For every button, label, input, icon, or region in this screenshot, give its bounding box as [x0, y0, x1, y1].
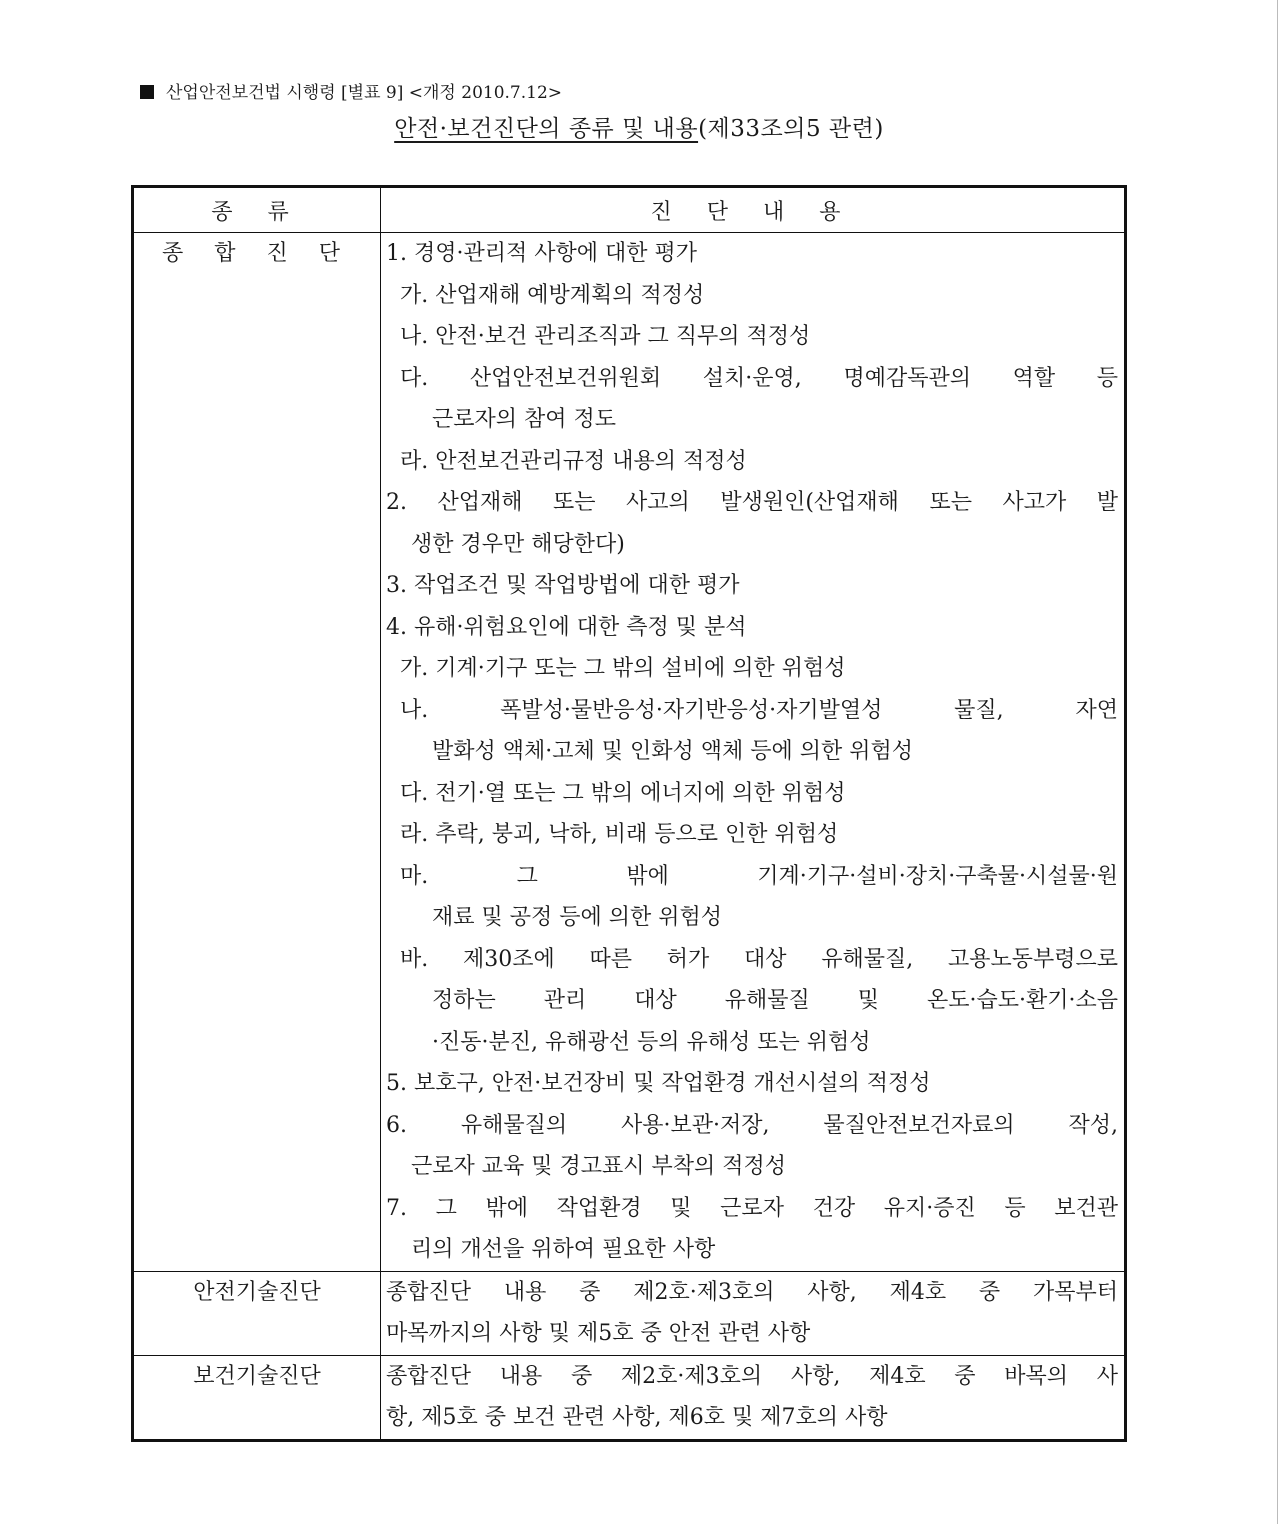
row-kind-safety: 안전기술진단	[133, 1271, 381, 1355]
content-line: 근로자 교육 및 경고표시 부착의 적정성	[411, 1154, 786, 1179]
table-header-row	[133, 187, 1126, 233]
black-square-icon	[140, 85, 154, 99]
row-content-health	[381, 1355, 1126, 1440]
content-line: 재료 및 공정 등에 의한 위험성	[432, 905, 722, 930]
content-line: 2. 산업재해 또는 사고의 발생원인(산업재해 또는 사고가 발	[386, 490, 1118, 515]
content-line: ·진동·분진, 유해광선 등의 유해성 또는 위험성	[432, 1029, 871, 1055]
title-main: 안전·보건진단의 종류 및 내용	[394, 116, 699, 142]
content-line: 3. 작업조건 및 작업방법에 대한 평가	[386, 573, 740, 598]
content-line: 4. 유해·위험요인에 대한 측정 및 분석	[386, 614, 747, 640]
content-line: 항, 제5호 중 보건 관련 사항, 제6호 및 제7호의 사항	[386, 1405, 888, 1430]
content-line: 리의 개선을 위하여 필요한 사항	[411, 1237, 716, 1262]
content-line: 가. 기계·기구 또는 그 밖의 설비에 의한 위험성	[400, 656, 846, 681]
diagnosis-table	[131, 185, 1127, 1442]
row-content-comprehensive	[381, 233, 1126, 1272]
content-line: 다. 전기·열 또는 그 밖의 에너지에 의한 위험성	[400, 780, 846, 806]
column-header-kind: 종 류	[133, 187, 381, 233]
content-line: 7. 그 밖에 작업환경 및 근로자 건강 유지·증진 등 보건관	[386, 1195, 1118, 1221]
content-line: 종합진단 내용 중 제2호·제3호의 사항, 제4호 중 바목의 사	[386, 1363, 1118, 1389]
content-line: 발화성 액체·고체 및 인화성 액체 등에 의한 위험성	[432, 739, 913, 764]
content-line: 5. 보호구, 안전·보건장비 및 작업환경 개선시설의 적정성	[386, 1071, 931, 1096]
row-kind-comprehensive: 종 합 진 단	[133, 233, 381, 1272]
table-row	[133, 1271, 1126, 1355]
row-content-safety	[381, 1271, 1126, 1355]
page-title	[0, 110, 1278, 143]
content-line: 종합진단 내용 중 제2호·제3호의 사항, 제4호 중 가목부터	[386, 1279, 1118, 1305]
header-text: 산업안전보건법 시행령 [별표 9] <개정 2010.7.12>	[166, 83, 563, 103]
content-line: 가. 산업재해 예방계획의 적정성	[400, 282, 705, 308]
content-line: 바. 제30조에 따른 허가 대상 유해물질, 고용노동부령으로	[400, 946, 1118, 972]
title-reference: (제33조의5 관련)	[698, 116, 884, 142]
content-line: 생한 경우만 해당한다)	[411, 531, 625, 557]
content-line: 근로자의 참여 정도	[432, 407, 617, 432]
table-row	[133, 233, 1126, 1272]
content-line: 라. 추락, 붕괴, 낙하, 비래 등으로 인한 위험성	[400, 822, 839, 847]
table-row	[133, 1355, 1126, 1440]
content-line: 1. 경영·관리적 사항에 대한 평가	[386, 241, 697, 266]
document-header	[140, 78, 562, 103]
content-line: 나. 폭발성·물반응성·자기반응성·자기발열성 물질, 자연	[400, 697, 1118, 723]
content-line: 정하는 관리 대상 유해물질 및 온도·습도·환기·소음	[432, 988, 1118, 1013]
content-line: 나. 안전·보건 관리조직과 그 직무의 적정성	[400, 324, 811, 349]
content-line: 마목까지의 사항 및 제5호 중 안전 관련 사항	[386, 1321, 811, 1346]
content-line: 마. 그 밖에 기계·기구·설비·장치·구축물·시설물·원	[400, 863, 1118, 889]
row-kind-health: 보건기술진단	[133, 1355, 381, 1440]
content-line: 라. 안전보건관리규정 내용의 적정성	[400, 448, 747, 474]
content-line: 다. 산업안전보건위원회 설치·운영, 명예감독관의 역할 등	[400, 365, 1118, 391]
column-header-content: 진 단 내 용	[381, 187, 1126, 233]
content-line: 6. 유해물질의 사용·보관·저장, 물질안전보건자료의 작성,	[386, 1112, 1118, 1138]
